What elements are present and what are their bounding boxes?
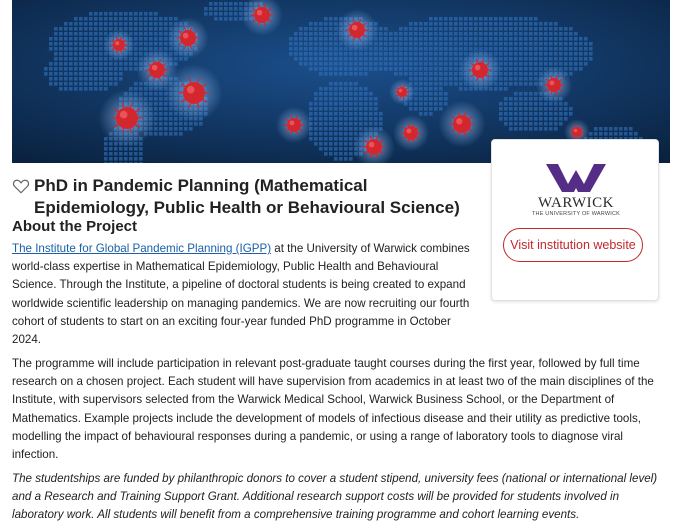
igpp-link[interactable]: The Institute for Global Pandemic Planning (IGPP) — [12, 242, 272, 255]
paragraph-programme: The programme will include participation in relevant post-graduate taught courses during the first year, followed by full time research on a chosen project. Each student will have supervision from academics in at least two of the main disciplines of the Institute, with supervisors selected from the Warwick Medical School, Warwick Business School, or the Department of Mathematics. Example projects include the development of models of infectious disease and their utility as predictive tools, modelling the impact of behavioural responses during a pandemic, or using a range of laboratory tools to diagnose viral infection. — [12, 357, 654, 462]
paragraph-funding: The studentships are funded by philanthropic donors to cover a student stipend, university fees (national or international level) and a Research and Training Support Grant. Additional research support costs will be provided for students involved in laboratory work. All students will benefit from a comprehensive training programme and cohort learning events. — [12, 472, 658, 522]
warwick-logo-icon — [532, 162, 620, 194]
section-heading: About the Project — [12, 218, 138, 235]
logo-subtitle: THE UNIVERSITY OF WARWICK — [531, 211, 620, 217]
heart-outline-icon[interactable] — [12, 177, 30, 195]
institution-card — [491, 139, 659, 301]
page-title: PhD in Pandemic Planning (Mathematical Epidemiology, Public Health or Behavioural Science) — [34, 176, 460, 217]
visit-institution-button[interactable]: Visit institution website — [503, 228, 643, 262]
paragraph-intro — [12, 240, 478, 349]
project-title-row — [12, 175, 482, 219]
paragraph-intro-text: at the University of Warwick combines world-class expertise in Mathematical Epidemiology, Public Health and Behavioural Science. Through the Institute, a pipeline of doctoral students is being created to expand worldwide scientific leadership on managing pandemics. We are now recruiting our fourth cohort of students to start on an exciting four-year funded PhD programme in October 2024. — [12, 242, 470, 347]
logo-wordmark: WARWICK — [538, 195, 614, 211]
